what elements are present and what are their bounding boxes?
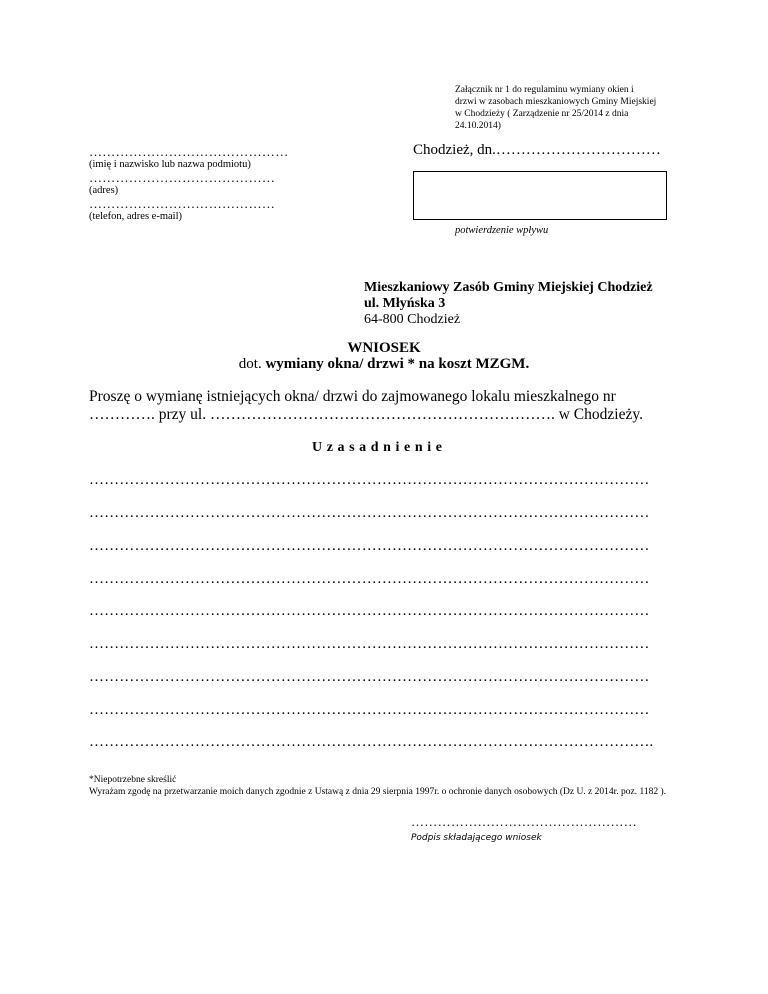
recipient-city: 64-800 Chodzież xyxy=(364,312,461,327)
justification-line[interactable]: ………………………………………………………………………………………………… xyxy=(89,571,650,587)
recipient-street: ul. Młyńska 3 xyxy=(364,296,446,311)
justification-line[interactable]: …………………………………………………………………………………………………. xyxy=(89,734,654,750)
annex-note xyxy=(455,84,695,132)
document-title: WNIOSEK xyxy=(347,340,421,356)
justification-line[interactable]: ………………………………………………………………………………………………… xyxy=(89,538,650,554)
request-line-2[interactable]: …………. przy ul. …………………………………………………………. w Chodzieży. xyxy=(89,406,643,423)
signature-field[interactable]: …………………………………………… xyxy=(411,814,638,829)
annex-line: Załącznik nr 1 do regulaminu wymiany okien i xyxy=(455,85,634,95)
applicant-address-label: (adres) xyxy=(89,185,119,196)
justification-line[interactable]: ………………………………………………………………………………………………… xyxy=(89,636,650,652)
receipt-stamp-box xyxy=(413,171,667,220)
applicant-contact-label: (telefon, adres e-mail) xyxy=(89,211,182,222)
justification-line[interactable]: ………………………………………………………………………………………………… xyxy=(89,505,650,521)
place-date-field[interactable]: Chodzież, dn.…………………………… xyxy=(413,142,661,158)
receipt-stamp-caption: potwierdzenie wpływu xyxy=(455,225,549,236)
recipient-address xyxy=(364,280,653,328)
subtitle-bold: wymiany okna/ drzwi * na koszt MZGM. xyxy=(265,356,530,372)
applicant-name-label: (imię i nazwisko lub nazwa podmiotu) xyxy=(89,159,251,170)
subtitle-prefix: dot. xyxy=(238,356,266,372)
recipient-name: Mieszkaniowy Zasób Gminy Miejskiej Chodzież xyxy=(364,280,653,295)
justification-line[interactable]: ………………………………………………………………………………………………… xyxy=(89,669,650,685)
justification-line[interactable]: ………………………………………………………………………………………………… xyxy=(89,702,650,718)
applicant-contact-field[interactable]: …………………………………… xyxy=(89,196,276,211)
justification-line[interactable]: ………………………………………………………………………………………………… xyxy=(89,603,650,619)
signature-caption: Podpis składającego wniosek xyxy=(411,833,542,843)
request-line-1: Proszę o wymianę istniejących okna/ drzwi do zajmowanego lokalu mieszkalnego nr xyxy=(89,388,616,405)
justification-title: Uzasadnienie xyxy=(312,440,447,455)
footnote xyxy=(89,774,689,798)
applicant-address-field[interactable]: …………………………………… xyxy=(89,170,276,185)
annex-line: 24.10.2014) xyxy=(455,121,501,131)
annex-line: drzwi w zasobach mieszkaniowych Gminy Miejskiej xyxy=(455,97,657,107)
justification-line[interactable]: ………………………………………………………………………………………………… xyxy=(89,472,650,488)
document-subtitle xyxy=(0,356,768,373)
applicant-name-field[interactable]: ……………………………………… xyxy=(89,144,289,159)
footnote-consent: Wyrażam zgodę na przetwarzanie moich danych zgodnie z Ustawą z dnia 29 sierpnia 1997r. o ochronie danych osobowych (Dz U. z 2014r. poz. 1182 ). xyxy=(89,787,667,797)
footnote-asterisk: *Niepotrzebne skreślić xyxy=(89,775,177,785)
annex-line: w Chodzieży ( Zarządzenie nr 25/2014 z dnia xyxy=(455,109,629,119)
